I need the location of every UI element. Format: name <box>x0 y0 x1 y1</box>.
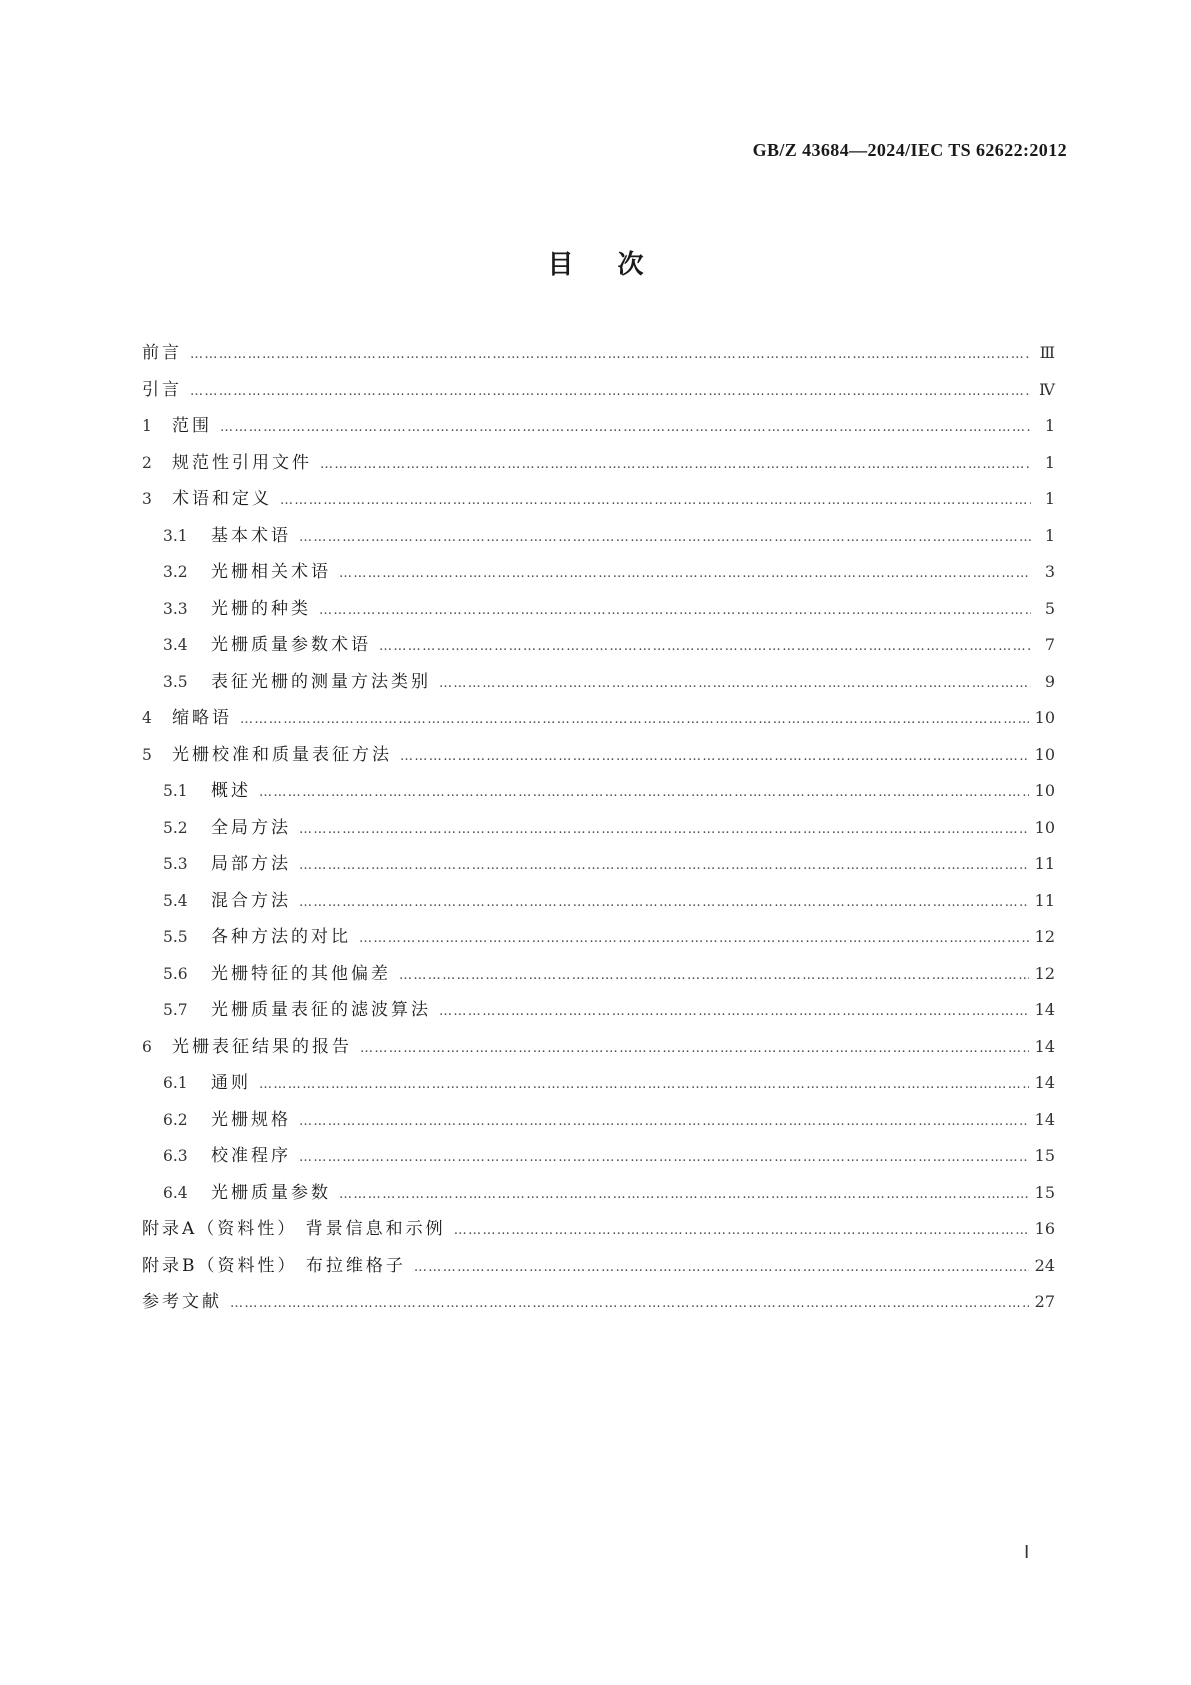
toc-entry-label: 光栅质量参数 <box>211 1182 331 1203</box>
toc-entry[interactable] <box>142 776 1055 813</box>
dot-leader <box>259 785 1029 800</box>
dot-leader <box>379 639 1031 654</box>
dot-leader <box>299 530 1031 545</box>
toc-entry-page: 27 <box>1034 1292 1055 1311</box>
toc-entry-label: 光栅规格 <box>211 1109 291 1130</box>
toc-entry[interactable] <box>142 813 1055 850</box>
toc-entry-page: 16 <box>1034 1219 1055 1238</box>
toc-entry-number: 4 <box>142 709 152 727</box>
page-number: Ⅰ <box>1024 1542 1030 1562</box>
toc-entry[interactable] <box>142 849 1055 886</box>
toc-entry-page: 15 <box>1034 1182 1055 1202</box>
toc-entry-label: 附录B（资料性） 布拉维格子 <box>142 1255 406 1276</box>
dot-leader <box>299 895 1029 910</box>
toc-entry-page: 14 <box>1034 1109 1055 1129</box>
toc-entry-page: 14 <box>1034 1073 1055 1092</box>
toc-entry-page: 11 <box>1034 890 1055 910</box>
toc-entry-page: 7 <box>1044 635 1055 654</box>
toc-entry[interactable] <box>142 484 1055 521</box>
toc-entry[interactable] <box>142 1287 1055 1324</box>
toc-entry-number: 3.3 <box>163 599 188 618</box>
toc-entry-label: 局部方法 <box>211 854 291 874</box>
toc-entry[interactable] <box>142 1032 1055 1069</box>
toc-entry[interactable] <box>142 1214 1055 1251</box>
toc-entry-page: 5 <box>1044 598 1055 618</box>
toc-entry[interactable] <box>142 667 1055 704</box>
toc-entry-label: 光栅相关术语 <box>211 562 331 582</box>
toc-entry[interactable] <box>142 411 1055 448</box>
toc-entry-page: 10 <box>1034 817 1055 837</box>
toc-entry-label: 光栅质量参数术语 <box>211 635 371 655</box>
toc-entry-number: 6.3 <box>163 1147 188 1165</box>
toc-entry[interactable] <box>142 448 1055 485</box>
toc-entry[interactable] <box>142 1068 1055 1105</box>
dot-leader <box>240 712 1029 727</box>
toc-entry-number: 5 <box>142 745 152 764</box>
toc-entry-label: 光栅表征结果的报告 <box>172 1036 352 1057</box>
dot-leader <box>360 1041 1029 1056</box>
toc-entry-label: 规范性引用文件 <box>172 452 312 473</box>
toc-entry-label: 光栅校准和质量表征方法 <box>172 744 392 765</box>
toc-entry-number: 2 <box>142 453 152 472</box>
toc-entry-page: 11 <box>1034 854 1055 873</box>
table-of-contents <box>142 338 1055 1324</box>
toc-entry[interactable] <box>142 922 1055 959</box>
toc-entry-label: 术语和定义 <box>172 489 272 509</box>
toc-entry-page: 10 <box>1034 781 1055 800</box>
toc-entry[interactable] <box>142 1178 1055 1215</box>
dot-leader <box>190 384 1031 399</box>
toc-entry[interactable] <box>142 959 1055 996</box>
toc-entry-number: 6.1 <box>163 1074 188 1092</box>
dot-leader <box>299 1150 1029 1165</box>
toc-entry-page: 1 <box>1044 452 1055 472</box>
toc-entry-number: 5.3 <box>163 855 188 873</box>
toc-entry-label: 表征光栅的测量方法类别 <box>211 671 431 692</box>
toc-entry[interactable] <box>142 338 1055 375</box>
dot-leader <box>454 1223 1029 1238</box>
toc-entry-page: 3 <box>1044 562 1055 581</box>
toc-entry-page: 12 <box>1034 927 1055 946</box>
dot-leader <box>319 603 1031 618</box>
toc-entry-label: 概述 <box>211 781 251 801</box>
toc-entry-page: 12 <box>1034 963 1055 983</box>
toc-entry-label: 混合方法 <box>211 890 291 911</box>
toc-entry[interactable] <box>142 995 1055 1032</box>
dot-leader <box>359 931 1029 946</box>
toc-entry-page: 14 <box>1034 1036 1055 1056</box>
toc-entry-label: 光栅质量表征的滤波算法 <box>211 1000 431 1020</box>
toc-entry-number: 5.5 <box>163 928 188 946</box>
toc-entry-label: 附录A（资料性） 背景信息和示例 <box>142 1219 446 1239</box>
toc-entry-page: 1 <box>1044 489 1055 508</box>
toc-entry-number: 1 <box>142 417 152 435</box>
toc-entry-number: 6 <box>142 1037 152 1056</box>
dot-leader <box>299 1114 1029 1129</box>
toc-entry-label: 光栅的种类 <box>211 598 311 619</box>
toc-entry-number: 5.2 <box>163 818 188 837</box>
dot-leader <box>299 822 1029 837</box>
toc-entry-label: 缩略语 <box>172 708 232 728</box>
dot-leader <box>339 1187 1029 1202</box>
toc-title: 目次 <box>547 250 688 280</box>
toc-entry[interactable] <box>142 557 1055 594</box>
toc-entry-number: 6.4 <box>163 1183 188 1202</box>
toc-entry-page: 10 <box>1034 744 1055 764</box>
toc-entry-number: 6.2 <box>163 1110 188 1129</box>
toc-entry[interactable] <box>142 886 1055 923</box>
toc-entry-label: 校准程序 <box>211 1146 291 1166</box>
toc-entry[interactable] <box>142 1141 1055 1178</box>
toc-entry-label: 全局方法 <box>211 817 291 838</box>
toc-entry[interactable] <box>142 703 1055 740</box>
dot-leader <box>320 457 1031 472</box>
toc-entry-label: 基本术语 <box>211 525 291 546</box>
toc-entry-number: 5.7 <box>163 1001 188 1019</box>
dot-leader <box>220 420 1031 435</box>
toc-entry-page: Ⅳ <box>1039 379 1055 399</box>
dot-leader <box>414 1260 1029 1275</box>
toc-entry-page: 10 <box>1034 708 1055 727</box>
toc-entry-page: 24 <box>1034 1255 1055 1275</box>
toc-entry-page: Ⅲ <box>1039 343 1055 362</box>
toc-entry-label: 前言 <box>142 343 182 363</box>
dot-leader <box>439 676 1031 691</box>
toc-entry-label: 范围 <box>172 416 212 436</box>
toc-entry[interactable] <box>142 375 1055 412</box>
toc-entry-label: 各种方法的对比 <box>211 927 351 947</box>
toc-entry-number: 3.4 <box>163 636 188 654</box>
dot-leader <box>190 347 1031 362</box>
dot-leader <box>230 1296 1029 1311</box>
toc-entry[interactable] <box>142 630 1055 667</box>
toc-entry[interactable] <box>142 1251 1055 1288</box>
dot-leader <box>280 493 1031 508</box>
toc-entry-label: 光栅特征的其他偏差 <box>211 963 391 984</box>
toc-entry-number: 5.1 <box>163 782 188 800</box>
toc-entry[interactable] <box>142 1105 1055 1142</box>
toc-entry-number: 5.4 <box>163 891 188 910</box>
toc-entry-page: 14 <box>1034 1000 1055 1019</box>
toc-entry-page: 15 <box>1034 1146 1055 1165</box>
dot-leader <box>339 566 1031 581</box>
toc-entry-number: 3.5 <box>163 672 188 691</box>
toc-entry-label: 参考文献 <box>142 1292 222 1312</box>
toc-entry[interactable] <box>142 740 1055 777</box>
toc-entry[interactable] <box>142 521 1055 558</box>
toc-entry-number: 3.1 <box>163 526 188 545</box>
toc-entry-number: 5.6 <box>163 964 188 983</box>
dot-leader <box>399 968 1029 983</box>
toc-entry[interactable] <box>142 594 1055 631</box>
toc-entry-page: 1 <box>1044 416 1055 435</box>
dot-leader <box>439 1004 1029 1019</box>
dot-leader <box>400 749 1029 764</box>
standard-code: GB/Z 43684—2024/IEC TS 62622:2012 <box>752 140 1067 160</box>
toc-entry-number: 3 <box>142 490 152 508</box>
toc-entry-page: 1 <box>1044 525 1055 545</box>
toc-entry-label: 通则 <box>211 1073 251 1093</box>
toc-entry-number: 3.2 <box>163 563 188 581</box>
dot-leader <box>299 858 1029 873</box>
toc-entry-label: 引言 <box>142 379 182 400</box>
dot-leader <box>259 1077 1029 1092</box>
toc-entry-page: 9 <box>1044 671 1055 691</box>
